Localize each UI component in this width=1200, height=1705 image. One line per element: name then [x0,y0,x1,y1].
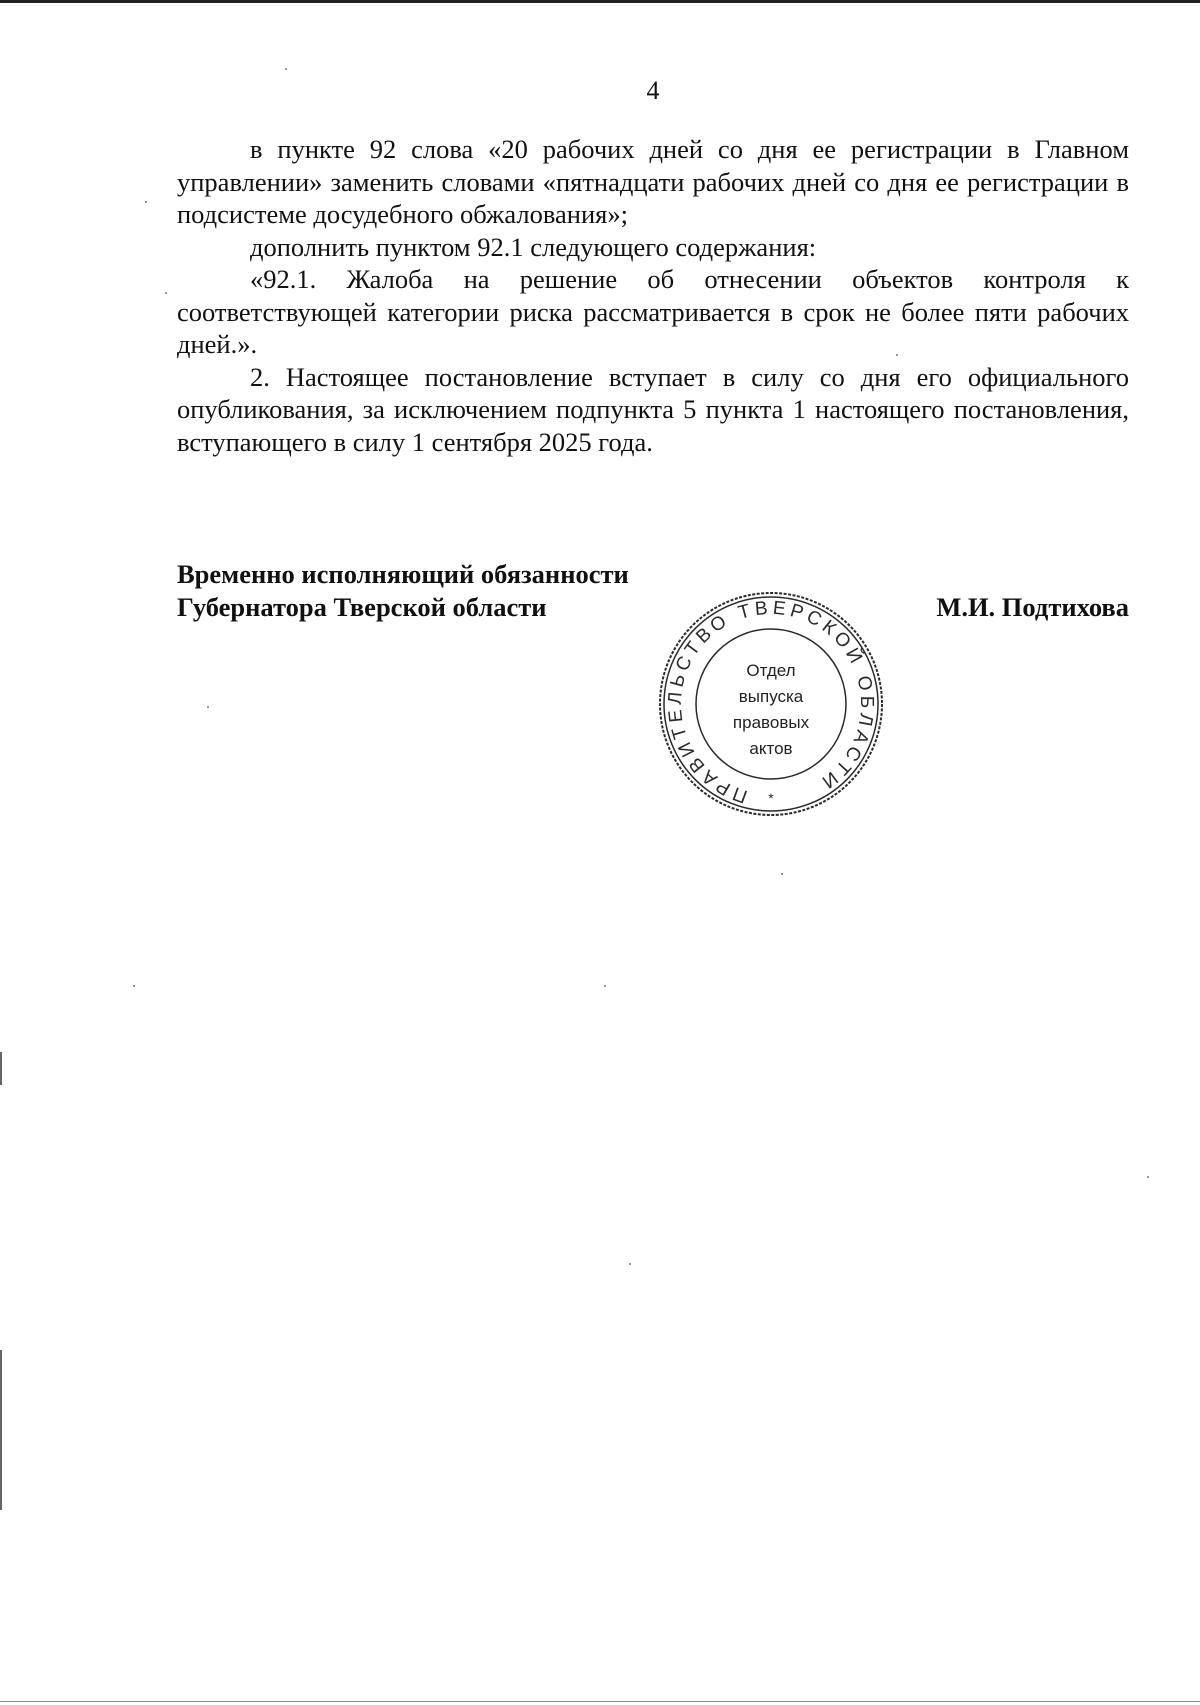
official-stamp [655,588,887,820]
paragraph-add-92-1: дополнить пунктом 92.1 следующего содержания: [250,231,817,262]
scan-speck [145,201,147,203]
stamp-star: * [768,790,774,806]
scan-speck [781,873,783,875]
scan-speck [285,68,287,70]
scan-speck [207,706,209,708]
paragraph-92-1-text: «92.1. Жалоба на решение об отнесении объектов контроля к соответствующей категории риска рассматривается в срок не более пяти рабочих дней.». [177,264,1129,359]
scan-speck [165,292,167,294]
scan-speck [1147,1176,1149,1178]
scan-left-mark [0,1052,2,1085]
signatory-title-line-2: Губернатора Тверской области [177,592,547,622]
scan-bottom-border [0,1701,1200,1702]
document-body [177,133,1129,458]
scan-speck [604,985,606,987]
signatory-title [177,558,629,624]
stamp-center-line-4: актов [749,739,793,758]
signatory-title-line-1: Временно исполняющий обязанности [177,559,629,589]
stamp-ring-text: ПРАВИТЕЛЬСТВО ТВЕРСКОЙ ОБЛАСТИ [664,597,878,807]
stamp-center-line-1: Отдел [746,661,796,680]
page-number: 4 [646,76,660,105]
paragraph-amend-92: в пункте 92 слова «20 рабочих дней со дня ее регистрации в Главном управлении» заменить словами «пятнадцати рабочих дней со дня ее регистрации в подсистеме досудебного обжалования»; [177,134,1129,229]
stamp-center-text [655,658,887,762]
scan-top-border [0,0,1200,3]
stamp-center-line-3: правовых [732,713,810,732]
stamp-center-line-2: выпуска [738,687,804,706]
scan-left-mark [0,1350,2,1510]
scan-speck [133,985,135,987]
signatory-name: М.И. Подтихова [936,592,1129,622]
scan-speck [629,1263,631,1265]
paragraph-effective-date: 2. Настоящее постановление вступает в силу со дня его официального опубликования, за исключением подпункта 5 пункта 1 настоящего постановления, вступающего в силу 1 сентября 2025 года. [177,361,1129,457]
